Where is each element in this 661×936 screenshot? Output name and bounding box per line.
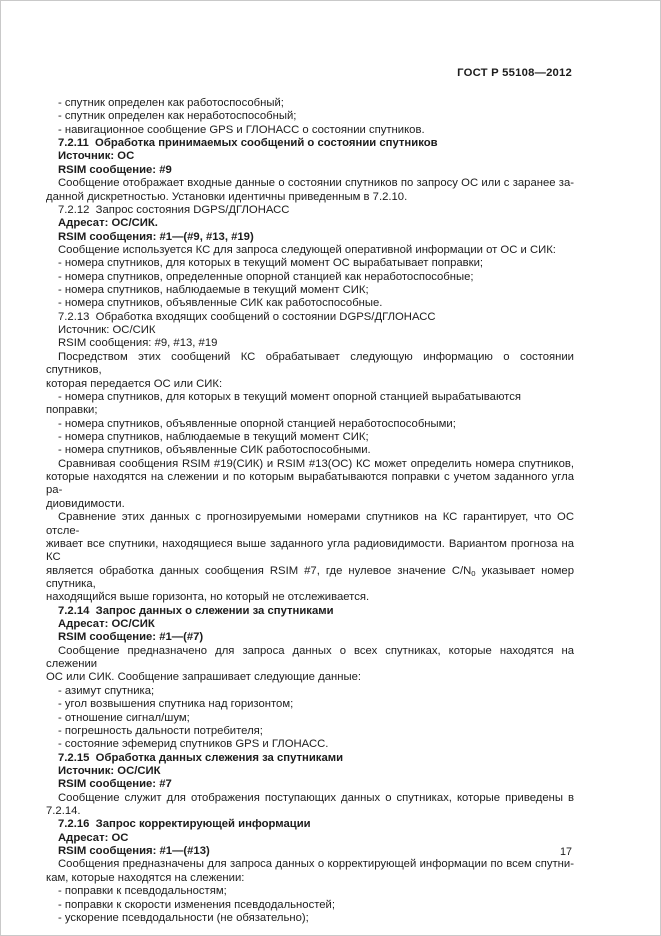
text-line: данной дискретностью. Установки идентичны приведенным в 7.2.10. xyxy=(46,190,408,203)
text-line: ОС или СИК. Сообщение запрашивает следующие данные: xyxy=(46,671,361,684)
list-item-line: - номера спутников, для которых в текущий момент опорной станцией вырабатываются поправки; xyxy=(46,390,525,417)
list-item-line: - погрешность дальности потребителя; xyxy=(58,724,263,737)
list-item-line: - навигационное сообщение GPS и ГЛОНАСС о состоянии спутников. xyxy=(58,123,425,136)
list-item-line: - поправки к скорости изменения псевдодальностей; xyxy=(58,898,336,911)
text-line: RSIM сообщение: #1—(#7) xyxy=(58,631,204,644)
list-item-line: - угол возвышения спутника над горизонтом; xyxy=(58,698,294,711)
text-line: кам, которые находятся на слежении: xyxy=(46,871,245,884)
text-line: RSIM сообщения: #9, #13, #19 xyxy=(58,337,218,350)
text-line: RSIM сообщения: #1—(#9, #13, #19) xyxy=(58,230,254,243)
list-item-line: - номера спутников, для которых в текущий момент ОС вырабатывает поправки; xyxy=(58,257,484,270)
text-line: Сообщения предназначены для запроса данных о корректирующей информации по всем спутни- xyxy=(58,858,574,871)
list-item-line: - номера спутников, определенные опорной станцией как неработоспособные; xyxy=(58,270,474,283)
subscript: 0 xyxy=(471,568,476,578)
section-heading: 7.2.13 Обработка входящих сообщений о состоянии DGPS/ДГЛОНАСС xyxy=(58,310,436,323)
text-line: RSIM сообщение: #7 xyxy=(58,778,172,791)
text-line: Сообщение предназначено для запроса данных о всех спутниках, которые находятся на слежении xyxy=(46,644,578,671)
section-heading: 7.2.12 Запрос состояния DGPS/ДГЛОНАСС xyxy=(58,203,290,216)
list-item-line: - номера спутников, объявленные опорной станцией неработоспособными; xyxy=(58,417,456,430)
section-heading: 7.2.15 Обработка данных слежения за спутниками xyxy=(58,751,344,764)
text-line: RSIM сообщения: #1—(#13) xyxy=(58,845,210,858)
list-item-line: - спутник определен как работоспособный; xyxy=(58,97,284,109)
text-line: которые находятся на слежении и по которым вырабатываются поправки с учетом заданного угла ра- xyxy=(46,471,578,497)
text-line: 7.2.14. xyxy=(46,805,81,818)
list-item-line: - номера спутников, объявленные СИК как работоспособные. xyxy=(58,297,383,310)
text-segment: указывает номер спутника, xyxy=(46,564,578,590)
list-item-line: - номера спутников, наблюдаемые в текущий момент СИК; xyxy=(58,430,369,443)
text-line: Адресат: ОС/СИК. xyxy=(58,217,158,230)
text-line: которая передается ОС или СИК: xyxy=(46,377,223,390)
list-item-line: - номера спутников, объявленные СИК работоспособными. xyxy=(58,444,371,457)
text-line: Источник: ОС/СИК xyxy=(58,764,161,777)
section-heading: 7.2.11 Обработка принимаемых сообщений о состоянии спутников xyxy=(58,137,438,150)
list-item-line: - ускорение псевдодальности (не обязательно); xyxy=(58,911,309,924)
section-heading: 7.2.16 Запрос корректирующей информации xyxy=(58,818,311,831)
list-item-line: - отношение сигнал/шум; xyxy=(58,711,190,724)
list-item-line: - состояние эфемерид спутников GPS и ГЛОНАСС. xyxy=(58,738,329,751)
text-line: Сравнивая сообщения RSIM #19(СИК) и RSIM #13(ОС) КС может определить номера спутников, xyxy=(58,457,574,470)
list-item-line: - азимут спутника; xyxy=(58,684,155,697)
text-line: Адресат: ОС xyxy=(58,831,129,844)
text-line: Посредством этих сообщений КС обрабатывает следующую информацию о состоянии спутников, xyxy=(46,350,578,377)
text-line: Сообщение используется КС для запроса следующей оперативной информации от ОС и СИК: xyxy=(58,243,556,256)
text-line: диовидимости. xyxy=(46,497,125,510)
text-line: Сообщение служит для отображения поступающих данных о спутниках, которые приведены в xyxy=(58,791,574,804)
page-number: 17 xyxy=(559,846,572,858)
text-line: находящийся выше горизонта, но который не отслеживается. xyxy=(46,591,370,604)
text-line: RSIM сообщение: #9 xyxy=(58,163,172,176)
text-line xyxy=(46,564,578,592)
list-item-line: - номера спутников, наблюдаемые в текущий момент СИК; xyxy=(58,284,369,297)
text-line: Адресат: ОС/СИК xyxy=(58,618,155,631)
text-line: Сообщение отображает входные данные о состоянии спутников по запросу ОС или с заранее за- xyxy=(58,177,574,190)
section-heading: 7.2.14 Запрос данных о слежении за спутниками xyxy=(58,604,334,617)
document-body xyxy=(46,97,578,925)
text-segment: является обработка данных сообщения RSIM #7, где нулевое значение C/N xyxy=(46,564,472,577)
text-line: живает все спутники, находящиеся выше заданного угла радиовидимости. Вариантом прогноза на КС xyxy=(46,537,578,564)
document-header: ГОСТ Р 55108—2012 xyxy=(457,67,572,79)
text-line: Источник: ОС/СИК xyxy=(58,324,156,337)
text-line: Сравнение этих данных с прогнозируемыми номерами спутников на КС гарантирует, что ОС отсле- xyxy=(46,511,578,537)
list-item-line: - поправки к псевдодальностям; xyxy=(58,885,227,898)
text-line: Источник: ОС xyxy=(58,150,135,163)
list-item-line: - спутник определен как неработоспособный; xyxy=(58,110,297,123)
